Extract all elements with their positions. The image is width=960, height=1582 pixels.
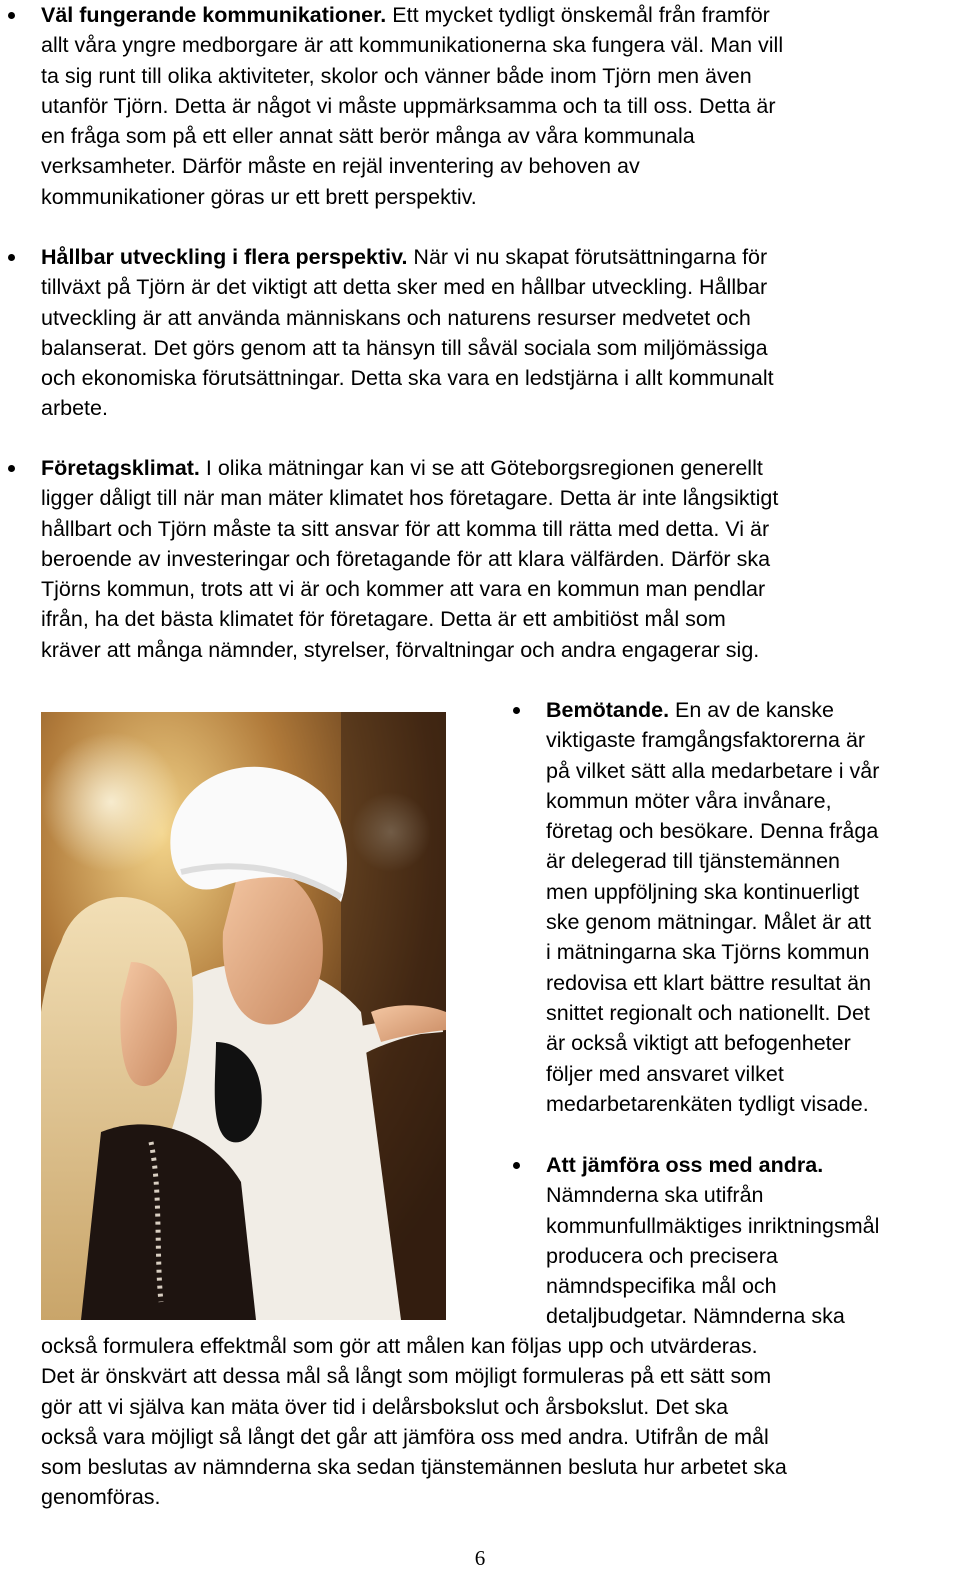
text-line: kräver att många nämnder, styrelser, förvaltningar och andra engagerar sig. bbox=[41, 637, 760, 662]
text-line: ifrån, ha det bästa klimatet för företagare. Detta är ett ambitiöst mål som bbox=[41, 607, 726, 632]
bullet-marker bbox=[8, 12, 15, 19]
text-line: genomföras. bbox=[41, 1485, 161, 1510]
item-heading: Bemötande. bbox=[546, 698, 670, 722]
text-line: producera och precisera bbox=[546, 1243, 778, 1268]
text-line: följer med ansvaret vilket bbox=[546, 1061, 784, 1086]
text-line: kommunikationer göras ur ett brett perspektiv. bbox=[41, 184, 477, 209]
text-line: utanför Tjörn. Detta är något vi måste uppmärksamma och ta till oss. Detta är bbox=[41, 93, 776, 118]
bullet-item-jamfora bbox=[546, 1150, 958, 1332]
bullet-item-hallbar-utveckling bbox=[41, 242, 956, 424]
text-line: ta sig runt till olika aktiviteter, skolor och vänner både inom Tjörn men även bbox=[41, 63, 752, 88]
text-line: viktigaste framgångsfaktorerna är bbox=[546, 728, 866, 753]
text-line: gör att vi själva kan mäta över tid i delårsbokslut och årsbokslut. Det ska bbox=[41, 1394, 729, 1419]
text-line: en fråga som på ett eller annat sätt berör många av våra kommunala bbox=[41, 124, 695, 149]
text-line: allt våra yngre medborgare är att kommunikationerna ska fungera väl. Man vill bbox=[41, 33, 784, 58]
bullet-item-bemotande bbox=[546, 695, 958, 1119]
text-line: kommunfullmäktiges inriktningsmål bbox=[546, 1213, 880, 1238]
text-line: Tjörns kommun, trots att vi är och kommer att vara en kommun man pendlar bbox=[41, 577, 766, 602]
text-line: som beslutas av nämnderna ska sedan tjänstemännen besluta hur arbetet ska bbox=[41, 1455, 787, 1480]
item-heading: Att jämföra oss med andra. bbox=[546, 1153, 824, 1177]
text-line: är också viktigt att befogenheter bbox=[546, 1031, 851, 1056]
text-line: på vilket sätt alla medarbetare i vår bbox=[546, 758, 880, 783]
text-line: tillväxt på Tjörn är det viktigt att detta sker med en hållbar utveckling. Hållbar bbox=[41, 275, 768, 300]
text-line: ligger dåligt till när man mäter klimatet hos företagare. Detta är inte långsiktigt bbox=[41, 486, 779, 511]
bullet-marker bbox=[513, 707, 520, 714]
paragraph bbox=[546, 1150, 958, 1332]
bullet-marker bbox=[8, 465, 15, 472]
text-line: ske genom mätningar. Målet är att bbox=[546, 910, 872, 935]
text-line: Det är önskvärt att dessa mål så långt som möjligt formuleras på ett sätt som bbox=[41, 1364, 772, 1389]
item-heading: Väl fungerande kommunikationer. bbox=[41, 3, 387, 27]
paragraph: Väl fungerande kommunikationer. Ett mycket tydligt önskemål från framför allt våra yngre medborgare är att kommunikationerna ska fungera väl. Man vill ta sig runt till olika aktiviteter, skolor och vänner både inom Tjörn men även utanför Tjörn. Detta är något vi måste uppmärksamma och ta till oss. Detta är en fråga som på ett eller annat sätt berör många av våra kommunala verksamheter. Därför måste en rejäl inventering av behoven av kommunikationer göras ur ett brett perspektiv. bbox=[41, 0, 956, 212]
bullet-marker bbox=[513, 1162, 520, 1169]
text-line: utveckling är att använda människans och naturens resurser medvetet och bbox=[41, 305, 751, 330]
text-line: också vara möjligt så långt det går att jämföra oss med andra. Utifrån de mål bbox=[41, 1424, 769, 1449]
text-line: balanserat. Det görs genom att ta hänsyn till såväl sociala som miljömässiga bbox=[41, 335, 768, 360]
text-line: men uppföljning ska kontinuerligt bbox=[546, 879, 860, 904]
bullet-marker bbox=[8, 254, 15, 261]
text-line: nämndspecifika mål och bbox=[546, 1274, 777, 1299]
text-line: detaljbudgetar. Nämnderna ska bbox=[546, 1304, 845, 1329]
photo-couple-pointing bbox=[41, 712, 446, 1320]
paragraph: Företagsklimat. I olika mätningar kan vi se att Göteborgsregionen generellt ligger dåligt till när man mäter klimatet hos företagare. Detta är inte långsiktigt hållbart och Tjörn måste ta sitt ansvar för att komma till rätta med detta. Vi är beroende av investeringar och företagande för att klara välfärden. Därför ska Tjörns kommun, trots att vi är och kommer att vara en kommun man pendlar ifrån, ha det bästa klimatet för företagare. Detta är ett ambitiöst mål som kräver att många nämnder, styrelser, förvaltningar och andra engagerar sig. bbox=[41, 453, 956, 665]
text-line: företag och besökare. Denna fråga bbox=[546, 819, 879, 844]
text-line: kommun möter våra invånare, bbox=[546, 788, 832, 813]
text-line: redovisa ett klart bättre resultat än bbox=[546, 970, 872, 995]
item-heading: Företagsklimat. bbox=[41, 456, 200, 480]
text-line: snittet regionalt och nationellt. Det bbox=[546, 1000, 870, 1025]
text-line: verksamheter. Därför måste en rejäl inventering av behoven av bbox=[41, 154, 640, 179]
text-line: också formulera effektmål som gör att målen kan följas upp och utvärderas. bbox=[41, 1334, 758, 1358]
text-line: Nämnderna ska utifrån bbox=[546, 1183, 764, 1208]
bullet-item-foretagsklimat bbox=[41, 453, 956, 665]
text-line: i mätningarna ska Tjörns kommun bbox=[546, 940, 870, 965]
text-line: medarbetarenkäten tydligt visade. bbox=[546, 1091, 869, 1116]
bullet-item-kommunikationer bbox=[41, 0, 956, 212]
item-heading: Hållbar utveckling i flera perspektiv. bbox=[41, 245, 408, 269]
text-line: är delegerad till tjänstemännen bbox=[546, 849, 841, 874]
paragraph: Hållbar utveckling i flera perspektiv. När vi nu skapat förutsättningarna för tillväxt på Tjörn är det viktigt att detta sker med en hållbar utveckling. Hållbar utveckling är att använda människans och naturens resurser medvetet och balanserat. Det görs genom att ta hänsyn till såväl sociala som miljömässiga och ekonomiska förutsättningar. Detta ska vara en ledstjärna i allt kommunalt arbete. bbox=[41, 242, 956, 424]
text-line: och ekonomiska förutsättningar. Detta ska vara en ledstjärna i allt kommunalt bbox=[41, 366, 774, 391]
text-line: beroende av investeringar och företagande för att klara välfärden. Därför ska bbox=[41, 546, 771, 571]
paragraph: Bemötande. En av de kanske viktigaste framgångsfaktorerna är på vilket sätt alla medarbetare i vår kommun möter våra invånare, företag och besökare. Denna fråga är delegerad till tjänstemännen men uppföljning ska kontinuerligt ske genom mätningar. Målet är att i mätningarna ska Tjörns kommun redovisa ett klart bättre resultat än snittet regionalt och nationellt. Det är också viktigt att befogenheter följer med ansvaret vilket medarbetarenkäten tydligt visade. bbox=[546, 695, 958, 1119]
page-number: 6 bbox=[474, 1546, 486, 1570]
continued-paragraph bbox=[41, 1331, 956, 1513]
text-line: arbete. bbox=[41, 396, 108, 421]
text-line: hållbart och Tjörn måste ta sitt ansvar för att komma till rätta med detta. Vi är bbox=[41, 516, 770, 541]
